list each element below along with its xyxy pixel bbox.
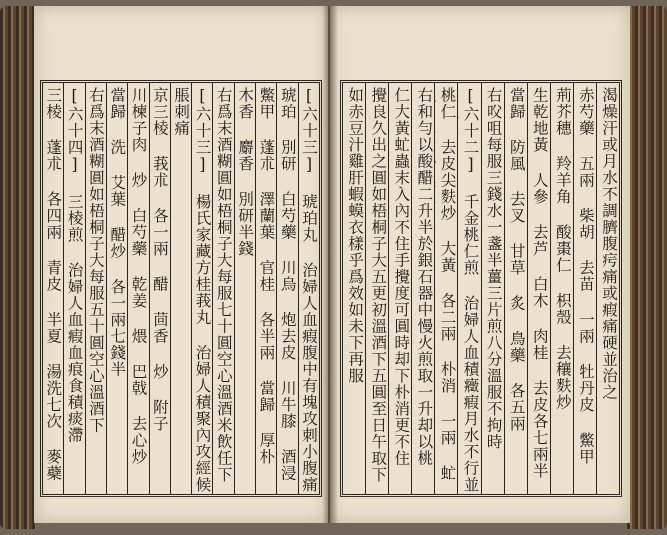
left-text-frame bbox=[40, 80, 322, 497]
text-column: [六十四] 三棱煎 治婦人血瘕血痕食積痰滯 bbox=[63, 83, 84, 494]
left-bottom-margin bbox=[40, 496, 322, 523]
text-column: 桃仁 去皮尖麩炒 大黃 各二兩 朴消 一兩 虻 半兩炒黑色 bbox=[434, 83, 457, 494]
text-column: 右爲末酒糊圓如梧桐子大每服七十圓空心溫酒米飲任下 bbox=[212, 83, 233, 494]
text-column: [六十二] 千金桃仁煎 治婦人血積癥瘕月水不行並 bbox=[457, 83, 480, 494]
right-bottom-margin bbox=[340, 496, 622, 523]
text-column: 渴燥汗或月水不調臍腹疞痛或瘕痛硬並治之 bbox=[596, 83, 619, 494]
text-column: 川楝子肉 炒 白芍藥 乾姜 煨 巴戟 去心炒 bbox=[127, 83, 148, 494]
text-column: 木香 麝香 別研半錢 bbox=[234, 83, 255, 494]
text-column: 三棱 蓬朮 各四兩 青皮 半夏 湯洗七次 麥蘗 bbox=[44, 87, 63, 482]
text-column: 仁大黃虻蟲末入內不住手攪度可圓時却下朴消更不住 bbox=[388, 83, 411, 494]
text-column: 鱉甲 蓬朮 澤蘭葉 官桂 各半兩 當歸 厚朴 bbox=[255, 83, 276, 494]
right-text-frame bbox=[340, 80, 622, 497]
text-column: 琥珀 別研 白芍藥 川烏 炮去皮 川牛膝 酒浸 bbox=[276, 83, 297, 494]
right-page-edges bbox=[627, 6, 667, 529]
left-page-edges bbox=[0, 6, 36, 529]
text-column: 攪良久出之圓如梧桐子大五更初溫酒下五圓至日午取下 bbox=[365, 83, 388, 494]
text-column: 赤芍藥 五兩 柴胡 去苗 一兩 牡丹皮 鱉甲 醋炙去裙黃 bbox=[573, 83, 596, 494]
book-gutter bbox=[322, 6, 338, 523]
text-column: 生乾地黃 人參 去芦 白木 肉桂 去皮各七兩半 bbox=[527, 83, 550, 494]
text-column: 右㕮咀每服三錢水一盞半薑三片煎八分溫服不拘時 bbox=[481, 83, 504, 494]
text-column: 如赤豆汁雞肝蝦蟆衣樣乎爲效如未下再服 bbox=[346, 87, 365, 384]
text-column: [六十三] 楊氏家藏方桂莪丸 治婦人積聚內攻經候 bbox=[191, 83, 212, 494]
text-column: 當歸 防風 去叉 甘草 炙 鳥藥 各五兩 bbox=[504, 83, 527, 494]
text-column: [六十三] 琥珀丸 治婦人血瘕腹中有塊攻刺小腹痛 bbox=[298, 83, 319, 494]
text-column: 右爲末酒糊圓如梧桐子大每服五十圓空心溫酒下 bbox=[85, 83, 106, 494]
text-column: 當歸 洗 艾葉 醋炒 各一兩七錢半 bbox=[106, 83, 127, 494]
left-columns bbox=[43, 83, 319, 494]
text-column: 京三棱 莪朮 各一兩 醋 茴香 炒 附子 bbox=[149, 83, 170, 494]
text-column: 右和勻以酸醋二升半於銀石器中慢火煎取一升却以桃 bbox=[411, 83, 434, 494]
right-columns bbox=[343, 83, 619, 494]
text-column: 脹刺痛 bbox=[170, 83, 191, 494]
text-column: 荊芥穗 羚羊角 酸棗仁 枳殼 去穰麩炒 bbox=[550, 83, 573, 494]
